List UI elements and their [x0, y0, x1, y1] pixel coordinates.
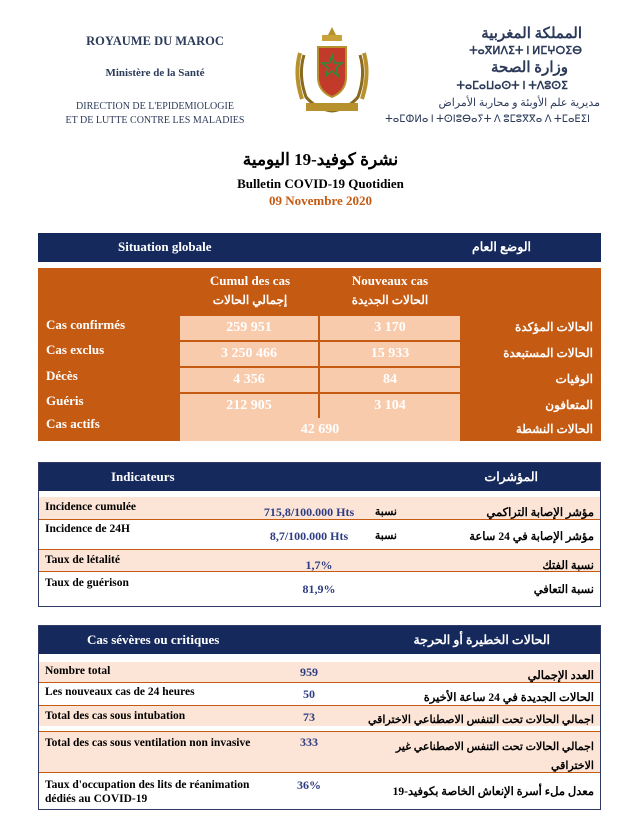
indicator-label-fr: Incidence cumulée [45, 501, 137, 513]
header-ar-ministry: وزارة الصحة [491, 60, 568, 76]
severe-table [38, 625, 601, 810]
indicator-label-ar: مؤشر الإصابة في 24 ساعة [469, 531, 594, 543]
indicator-value: 1,7% [305, 558, 333, 572]
header-tz-ministry: ⵜⴰⵎⴰⵡⴰⵙⵜ ⵏ ⵜⴷⵓⵙⵉ [456, 80, 568, 92]
indicator-value: 715,8/100.000 Hts [263, 505, 355, 519]
severe-value: 50 [303, 687, 315, 701]
global-row-confirmed [38, 316, 601, 342]
severe-label-ar: العدد الإجمالي [527, 670, 594, 682]
global-row-recovered [38, 394, 601, 420]
indicators-header-bar [39, 463, 600, 491]
cumul-value: 259 951 [180, 316, 318, 340]
new-value: 15 933 [320, 342, 460, 366]
severe-value: 959 [300, 665, 318, 679]
severe-label-fr: Les nouveaux cas de 24 heures [45, 686, 195, 698]
severe-label-ar: الحالات الجديدة في 24 ساعة الأخيرة [423, 692, 594, 704]
severe-label-fr: Nombre total [45, 665, 111, 677]
header-tz-country: ⵜⴰⴳⵍⴷⵉⵜ ⵏ ⵍⵎⵖⵔⵉⴱ [469, 45, 582, 57]
title-arabic: نشرة كوفيد-19 اليومية [242, 150, 399, 169]
row-label-fr: Cas confirmés [46, 317, 126, 332]
global-header-bar [38, 233, 601, 262]
col-cumul-fr: Cumul des cas [209, 273, 291, 288]
col-new-ar: الحالات الجديدة [351, 293, 429, 307]
row-label-fr: Décès [46, 368, 78, 383]
global-row-deaths [38, 368, 601, 394]
cumul-value: 4 356 [180, 368, 318, 392]
global-row-excluded [38, 342, 601, 368]
col-new-fr: Nouveaux cas [351, 273, 429, 288]
severe-value: 73 [303, 710, 315, 724]
severe-header-ar: الحالات الخطيرة أو الحرجة [413, 633, 550, 647]
moroccan-coat-of-arms-emblem [292, 25, 372, 117]
new-value: 84 [320, 368, 460, 392]
header-tz-direction: ⵜⴰⵎⵀⵍⴰ ⵏ ⵜⵙⵏⵓⴱⴰⵢⵜ ⴷ ⵓⵎⵓⴳⴳⴰ ⴷ ⵜⵎⴰⴹⵉⵏ [385, 114, 590, 125]
header-fr-country: ROYAUME DU MAROC [86, 34, 224, 48]
indicators-table [38, 462, 601, 607]
indicator-value-ar: نسبة [374, 506, 397, 518]
indicator-value-ar: نسبة [374, 530, 397, 542]
row-label-ar: المتعافون [545, 398, 593, 412]
indicator-label-fr: Incidence de 24H [45, 523, 130, 535]
row-label-ar: الحالات المؤكدة [515, 320, 593, 334]
row-label-fr: Cas exclus [46, 342, 105, 357]
severe-label-ar: اجمالي الحالات تحت التنفس الاصطناعي الاختراقي [367, 714, 594, 726]
severe-label-fr: Total des cas sous ventilation non invasive [45, 737, 251, 749]
header-fr-direction-1: DIRECTION DE L'EPIDEMIOLOGIE [76, 101, 234, 112]
header-ar-country: المملكة المغربية [481, 26, 582, 42]
indicator-label-ar: مؤشر الإصابة التراكمي [486, 507, 594, 519]
indicators-header-fr: Indicateurs [111, 469, 175, 484]
cumul-value: 212 905 [180, 394, 318, 418]
indicator-value: 8,7/100.000 Hts [269, 529, 349, 543]
indicator-label-ar: نسبة الفتك [542, 560, 594, 572]
severe-header-bar [39, 626, 600, 654]
severe-label-ar: اجمالي الحالات تحت التنفس الاصطناعي غير الاختراقي [395, 741, 594, 772]
global-header-fr: Situation globale [118, 239, 212, 254]
global-table [38, 268, 601, 441]
title-date: 09 Novembre 2020 [268, 193, 373, 208]
row-label-ar: الحالات النشطة [515, 422, 593, 436]
row-label-fr: Guéris [46, 393, 84, 408]
global-row-active [38, 418, 601, 441]
global-header-ar: الوضع العام [472, 240, 531, 254]
row-label-ar: الوفيات [555, 372, 593, 386]
col-cumul-ar: إجمالي الحالات [212, 293, 288, 307]
severe-header-fr: Cas sévères ou critiques [87, 632, 220, 647]
cumul-value: 3 250 466 [180, 342, 318, 366]
header-ar-direction: مديرية علم الأوبئة و محاربة الأمراض [438, 97, 600, 109]
row-label-ar: الحالات المستبعدة [503, 346, 593, 360]
severe-value: 36% [297, 778, 321, 792]
severe-label-fr: Total des cas sous intubation [45, 710, 186, 722]
active-value: 42 690 [180, 418, 460, 441]
header-fr-ministry: Ministère de la Santé [105, 67, 205, 79]
severe-label-ar: معدل ملء أسرة الإنعاش الخاصة بكوفيد-19 [392, 786, 594, 798]
indicator-label-fr: Taux de guérison [45, 577, 129, 589]
severe-value: 333 [300, 735, 318, 749]
indicators-header-ar: المؤشرات [484, 470, 538, 484]
title-french: Bulletin COVID-19 Quotidien [237, 176, 404, 191]
severe-label-fr: Taux d'occupation des lits de réanimation dédiés au COVID-19 [45, 779, 250, 805]
indicator-label-fr: Taux de létalité [45, 554, 120, 566]
header-fr-direction-2: ET DE LUTTE CONTRE LES MALADIES [65, 115, 245, 126]
indicator-value: 81,9% [302, 582, 336, 596]
new-value: 3 170 [320, 316, 460, 340]
row-label-fr: Cas actifs [46, 416, 100, 431]
indicator-label-ar: نسبة التعافي [533, 584, 594, 596]
new-value: 3 104 [320, 394, 460, 418]
